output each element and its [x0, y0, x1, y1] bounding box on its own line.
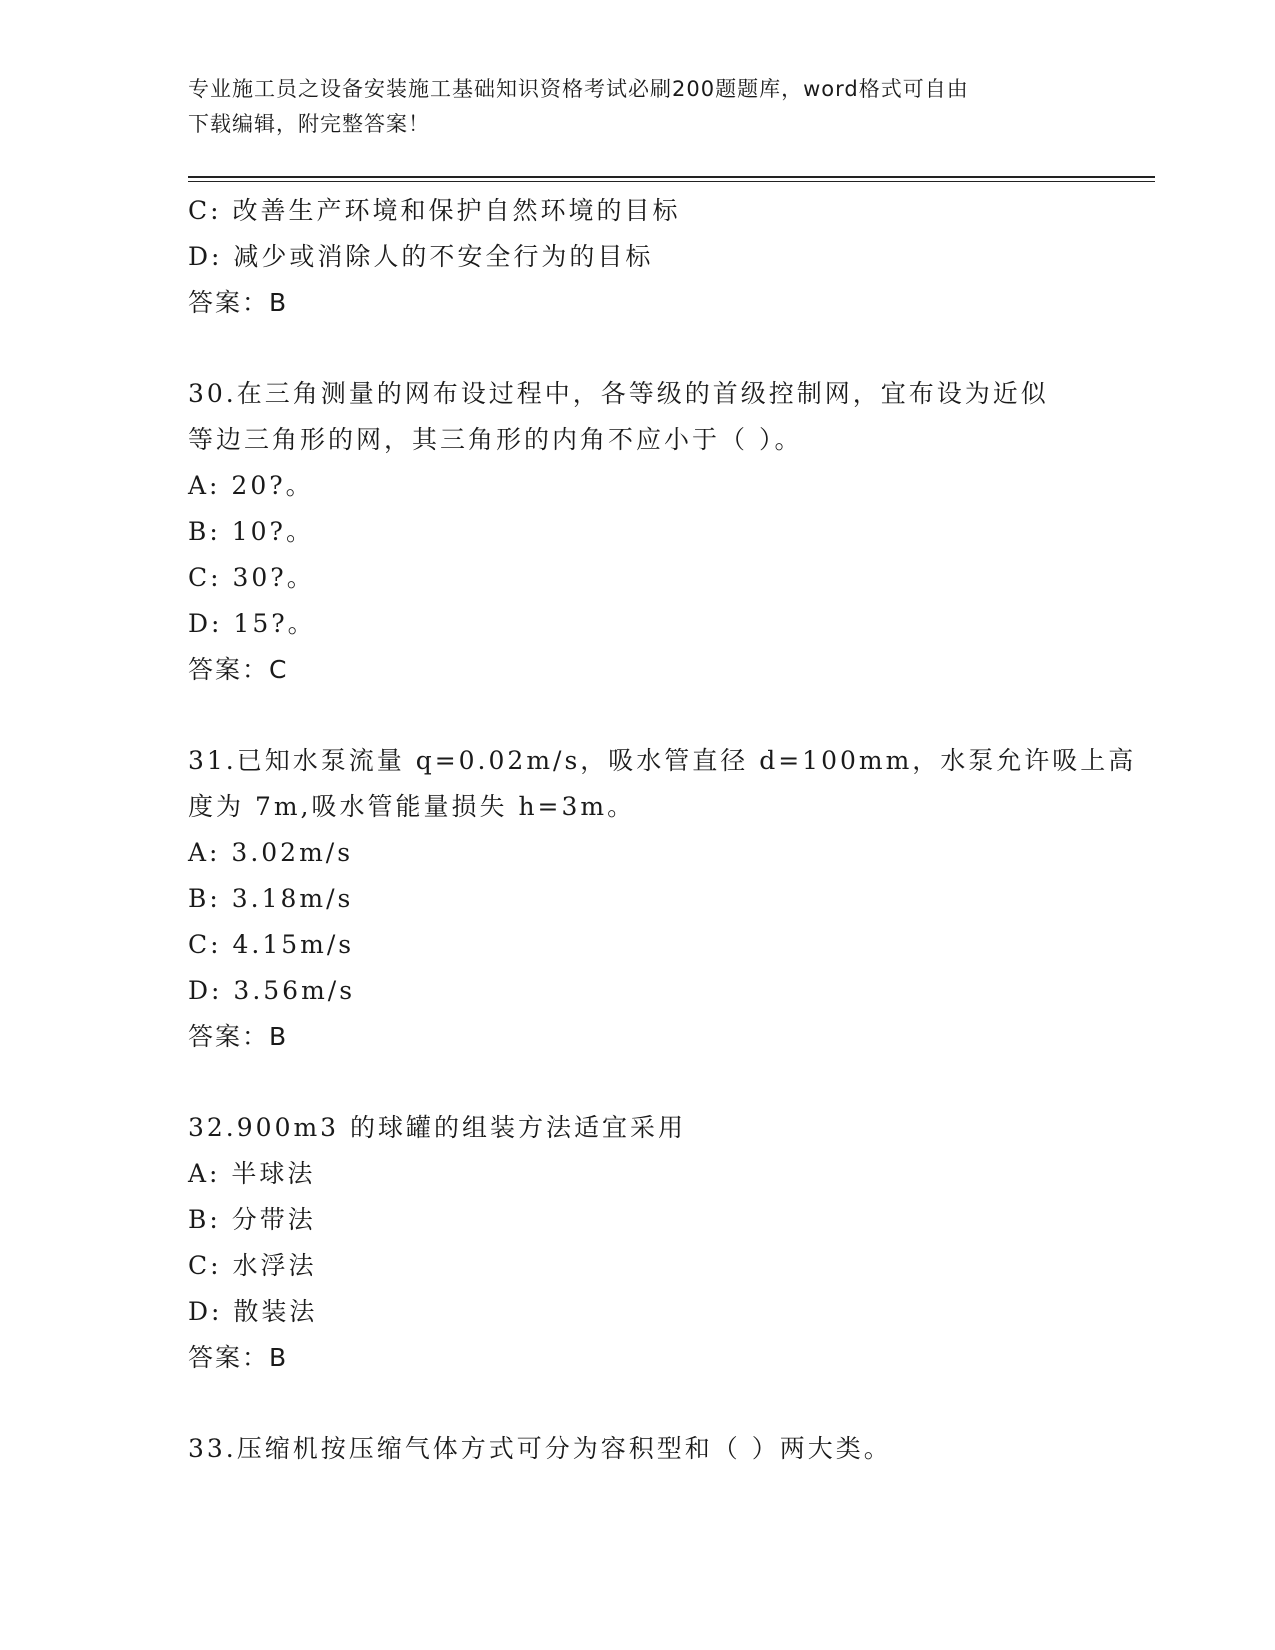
option-c: C: 30?。 — [188, 563, 315, 592]
header-rule-thin — [188, 181, 1155, 182]
option-a: A: 3.02m/s — [188, 838, 354, 867]
option-b: B: 3.18m/s — [188, 884, 354, 913]
question-31 — [188, 738, 1137, 1060]
answer: 答案：B — [188, 288, 289, 317]
option-d: D: 散装法 — [188, 1297, 318, 1326]
question-stem-line-1: 31.已知水泵流量 q=0.02m/s，吸水管直径 d=100mm，水泵允许吸上高 — [188, 746, 1137, 775]
header-line-1: 专业施工员之设备安装施工基础知识资格考试必刷200题题库，word格式可自由 — [188, 77, 969, 101]
option-d: D: 减少或消除人的不安全行为的目标 — [188, 242, 654, 271]
option-c: C: 4.15m/s — [188, 930, 355, 959]
question-29 — [188, 188, 1088, 326]
option-d: D: 3.56m/s — [188, 976, 356, 1005]
answer: 答案：B — [188, 1343, 289, 1372]
question-stem-line-1: 30.在三角测量的网布设过程中，各等级的首级控制网，宜布设为近似 — [188, 379, 1049, 408]
option-b: B: 分带法 — [188, 1205, 316, 1234]
option-c: C: 水浮法 — [188, 1251, 317, 1280]
answer: 答案：B — [188, 1022, 289, 1051]
question-32 — [188, 1105, 1088, 1381]
option-b: B: 10?。 — [188, 517, 314, 546]
question-stem-line-1: 32.900m3 的球罐的组装方法适宜采用 — [188, 1113, 687, 1142]
option-d: D: 15?。 — [188, 609, 316, 638]
header-rule-thick — [188, 176, 1155, 178]
question-33 — [188, 1426, 1088, 1472]
option-a: A: 半球法 — [188, 1159, 316, 1188]
document-header — [188, 72, 1068, 142]
question-stem-line-2: 等边三角形的网，其三角形的内角不应小于（ ）。 — [188, 425, 803, 454]
question-stem-line-2: 度为 7m,吸水管能量损失 h=3m。 — [188, 792, 636, 821]
option-a: A: 20?。 — [188, 471, 314, 500]
option-c: C: 改善生产环境和保护自然环境的目标 — [188, 196, 681, 225]
question-30 — [188, 371, 1088, 693]
question-list — [188, 188, 1137, 1472]
answer: 答案：C — [188, 655, 289, 684]
header-line-2: 下载编辑，附完整答案！ — [188, 112, 430, 136]
question-stem-line-1: 33.压缩机按压缩气体方式可分为容积型和（ ）两大类。 — [188, 1434, 892, 1463]
